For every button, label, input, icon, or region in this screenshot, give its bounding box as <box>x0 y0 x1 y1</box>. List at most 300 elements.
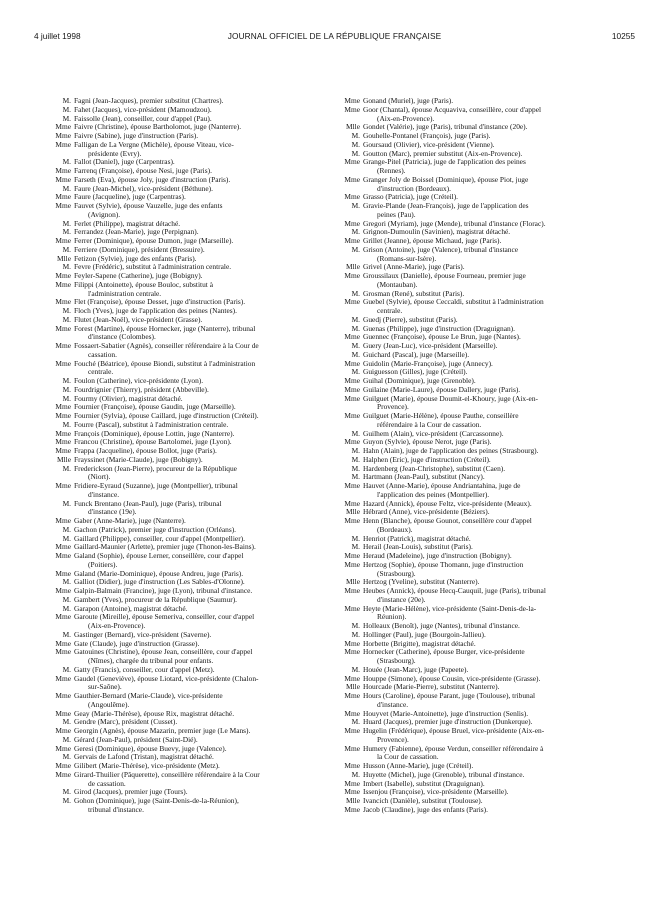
entry-text: Gohon (Dominique), juge (Saint-Denis-de-la-Réunion), <box>74 797 239 805</box>
list-item <box>52 141 331 159</box>
honorific: M. <box>62 788 71 797</box>
entry-text: Grivel (Anne-Marie), juge (Paris). <box>363 263 465 272</box>
honorific: Mme <box>55 744 71 753</box>
entry-text: Faissolle (Jean), conseiller, cour d'appel (Pau). <box>74 114 212 123</box>
entry-continuation: d'instance (20e). <box>377 595 426 604</box>
honorific: M. <box>351 350 360 359</box>
list-item <box>52 482 331 500</box>
list-item <box>52 718 331 727</box>
list-item <box>52 307 331 316</box>
list-item <box>341 246 620 264</box>
honorific: M. <box>62 245 71 254</box>
list-item <box>52 526 331 535</box>
list-item <box>341 447 620 456</box>
honorific: M. <box>351 464 360 473</box>
honorific: Mme <box>344 639 360 648</box>
entry-text: Goor (Chantal), épouse Acquaviva, conseillère, cour d'appel <box>363 105 542 114</box>
list-item <box>52 386 331 395</box>
entry-continuation: la Cour de cassation. <box>377 753 439 762</box>
honorific: M. <box>62 105 71 114</box>
honorific: M. <box>351 543 360 552</box>
entry-text: Hugelin (Frédérique), épouse Bruel, vice-présidente (Aix-en- <box>363 727 545 735</box>
page-header <box>34 31 635 43</box>
honorific: Mme <box>55 167 71 175</box>
honorific: M. <box>351 140 360 149</box>
entry-text: Huyette (Michel), juge (Grenoble), tribunal d'instance. <box>363 770 525 779</box>
entry-text: Grasso (Patricia), juge (Créteil). <box>363 193 459 202</box>
list-item <box>52 176 331 185</box>
entry-text: Galliot (Didier), juge d'instruction (Les Sables-d'Olonne). <box>74 578 245 587</box>
entry-text: Fauvet (Sylvie), épouse Vauzelle, juge des enfants <box>74 202 223 210</box>
honorific: Mme <box>55 692 71 700</box>
honorific: M. <box>351 342 360 350</box>
honorific: Mme <box>344 359 360 368</box>
entry-continuation: (Romans-sur-Isère). <box>377 254 437 263</box>
entry-continuation: (Poitiers). <box>88 560 118 569</box>
entry-text: Guilaine (Marie-Laure), épouse Dallery, juge (Paris). <box>363 385 521 394</box>
honorific: Mme <box>55 359 71 368</box>
list-item <box>341 150 620 159</box>
list-item <box>341 806 620 815</box>
honorific: M. <box>62 464 71 473</box>
entry-text: Gravie-Plande (Jean-François), juge de l'application des <box>363 202 529 210</box>
entry-text: Gate (Claude), juge d'instruction (Grasse). <box>74 639 200 648</box>
entry-text: Huard (Jacques), premier juge d'instruction (Dunkerque). <box>363 718 533 727</box>
list-item <box>341 290 620 299</box>
list-item <box>52 692 331 710</box>
list-item <box>341 193 620 202</box>
entry-text: Imbert (Isabelle), substitut (Draguignan). <box>363 779 485 788</box>
list-item <box>52 193 331 202</box>
honorific: Mme <box>55 552 71 560</box>
entry-continuation: (Aix-en-Provence). <box>88 622 146 630</box>
list-item <box>341 473 620 482</box>
honorific: M. <box>62 315 71 324</box>
entry-text: Fourmy (Olivier), magistrat détaché. <box>74 394 183 403</box>
list-item <box>52 298 331 307</box>
entry-continuation: de cassation. <box>88 779 126 788</box>
honorific: Mme <box>55 272 71 280</box>
honorific: M. <box>351 770 360 779</box>
entry-continuation: d'instance (19e). <box>88 508 137 517</box>
honorific: M. <box>62 735 71 744</box>
honorific: M. <box>351 228 360 237</box>
honorific: Mme <box>55 639 71 648</box>
list-item <box>341 97 620 106</box>
list-item <box>52 237 331 246</box>
honorific: Mlle <box>346 263 360 272</box>
honorific: Mme <box>344 97 360 105</box>
entry-text: Gondet (Valérie), juge (Paris), tribunal d'instance (20e). <box>363 123 528 132</box>
honorific: M. <box>62 578 71 587</box>
entry-text: Fouché (Béatrice), épouse Biondi, substitut à l'administration <box>74 359 256 368</box>
list-item <box>341 710 620 719</box>
list-item <box>341 605 620 623</box>
list-item <box>341 272 620 290</box>
entry-text: Faure (Jean-Michel), vice-président (Béthune). <box>74 184 213 193</box>
entry-text: Guenas (Philippe), juge d'instruction (Draguignan). <box>363 324 515 333</box>
list-item <box>52 762 331 771</box>
list-item <box>52 596 331 605</box>
entry-text: Garapon (Antoine), magistrat détaché. <box>74 604 188 613</box>
entry-text: Foulon (Catherine), vice-présidente (Lyon). <box>74 377 204 385</box>
entry-text: Girod (Jacques), premier juge (Tours). <box>74 788 188 797</box>
honorific: Mme <box>55 280 71 289</box>
entry-text: Grange-Pitel (Patricia), juge de l'application des peines <box>363 158 526 167</box>
entry-continuation: (Strasbourg). <box>377 569 416 578</box>
list-item <box>341 123 620 132</box>
honorific: Mme <box>55 429 71 438</box>
list-item <box>52 578 331 587</box>
entry-text: Hornecker (Catherine), épouse Burger, vice-présidente <box>363 648 525 657</box>
entry-text: Fournier (Françoise), épouse Gaudin, juge (Marseille). <box>74 403 236 412</box>
entry-continuation: (Bordeaux). <box>377 525 413 534</box>
list-item <box>341 360 620 369</box>
page-number: 10255 <box>611 31 635 41</box>
honorific: M. <box>62 114 71 123</box>
entry-text: Husson (Anne-Marie), juge (Créteil). <box>363 762 474 770</box>
honorific: M. <box>351 149 360 158</box>
publication-date: 4 juillet 1998 <box>34 31 81 41</box>
entry-text: Groussilaux (Danielle), épouse Fourneau, premier juge <box>363 272 526 280</box>
honorific: Mme <box>55 132 71 140</box>
list-item <box>341 508 620 517</box>
honorific: Mme <box>55 175 71 184</box>
honorific: Mme <box>344 193 360 202</box>
list-item <box>341 535 620 544</box>
entry-text: Gregori (Myriam), juge (Mende), tribunal d'instance (Florac). <box>363 219 546 228</box>
list-item <box>341 395 620 413</box>
entry-text: Houée (Jean-Marc), juge (Papeete). <box>363 665 469 674</box>
honorific: M. <box>351 718 360 727</box>
honorific: Mme <box>344 604 360 613</box>
honorific: M. <box>62 753 71 762</box>
entry-text: Gachon (Patrick), premier juge d'instruction (Orléans). <box>74 525 237 534</box>
entry-continuation: présidente (Evry). <box>88 149 142 158</box>
honorific: Mme <box>55 770 71 779</box>
list-item <box>52 316 331 325</box>
entry-text: Guedj (Pierre), substitut (Paris). <box>363 315 458 324</box>
list-item <box>52 395 331 404</box>
entry-text: Guichard (Pascal), juge (Marseille). <box>363 350 470 359</box>
list-item <box>341 780 620 789</box>
list-item <box>52 753 331 762</box>
entry-text: Hazard (Annick), épouse Feltz, vice-présidente (Meaux). <box>363 499 532 508</box>
list-item <box>341 631 620 640</box>
list-item <box>341 666 620 675</box>
honorific: M. <box>62 184 71 193</box>
honorific: Mme <box>344 158 360 167</box>
honorific: M. <box>351 429 360 438</box>
honorific: Mme <box>344 788 360 797</box>
list-item <box>341 640 620 649</box>
list-item <box>52 543 331 552</box>
list-item <box>52 788 331 797</box>
list-item <box>341 325 620 334</box>
entry-text: Georgin (Agnès), épouse Mazarin, premier juge (Le Mans). <box>74 727 251 735</box>
honorific: Mme <box>344 709 360 718</box>
entry-text: Hollinger (Paul), juge (Bourgoin-Jallieu). <box>363 630 486 639</box>
list-item <box>52 710 331 719</box>
honorific: Mme <box>344 552 360 560</box>
list-item <box>341 438 620 447</box>
honorific: M. <box>62 307 71 315</box>
list-item <box>52 613 331 631</box>
entry-text: François (Dominique), épouse Lottin, juge (Nanterre). <box>74 429 235 438</box>
list-item <box>341 797 620 806</box>
list-item <box>52 246 331 255</box>
honorific: M. <box>351 473 360 482</box>
honorific: M. <box>351 622 360 630</box>
entry-text: Gaber (Anne-Marie), juge (Nanterre). <box>74 517 186 525</box>
entry-text: Frappa (Jacqueline), épouse Bollot, juge (Paris). <box>74 447 217 455</box>
entry-text: Gérard (Jean-Paul), président (Saint-Dié). <box>74 735 198 744</box>
honorific: M. <box>62 158 71 167</box>
entry-text: Hourcade (Marie-Pierre), substitut (Nanterre). <box>363 683 500 692</box>
list-item <box>52 158 331 167</box>
list-item <box>52 745 331 754</box>
list-item <box>52 360 331 378</box>
entry-text: Garoute (Mireille), épouse Semeriva, conseiller, cour d'appel <box>74 613 255 622</box>
entry-continuation: cassation. <box>88 350 117 359</box>
honorific: Mme <box>344 560 360 569</box>
honorific: Mme <box>344 377 360 385</box>
list-item <box>52 605 331 614</box>
entry-text: Faivre (Christine), épouse Bartholomot, juge (Nanterre). <box>74 123 242 132</box>
entry-text: Ferlet (Philippe), magistrat détaché. <box>74 219 181 228</box>
list-item <box>341 543 620 552</box>
entry-continuation: (Niort). <box>88 473 111 482</box>
list-item <box>52 552 331 570</box>
entry-continuation: (Strasbourg). <box>377 657 416 665</box>
entry-text: Goursaud (Olivier), vice-président (Vienne). <box>363 140 495 149</box>
entry-text: Guery (Jean-Luc), vice-président (Marseille). <box>363 342 498 350</box>
honorific: Mme <box>55 543 71 552</box>
honorific: M. <box>351 202 360 210</box>
list-item <box>52 771 331 789</box>
entry-continuation: l'application des peines (Montpellier). <box>377 490 490 499</box>
list-item <box>341 692 620 710</box>
entry-text: Guilguet (Marie-Hélène), épouse Pauthe, conseillère <box>363 412 519 420</box>
entry-text: Geresi (Dominique), épouse Buevy, juge (Valence). <box>74 744 227 753</box>
honorific: Mme <box>55 674 71 683</box>
list-item <box>52 228 331 237</box>
honorific: Mme <box>55 298 71 307</box>
list-item <box>341 727 620 745</box>
entry-text: Hertzog (Sophie), épouse Thomann, juge d'instruction <box>363 560 524 569</box>
honorific: Mme <box>55 569 71 578</box>
honorific: Mlle <box>346 683 360 692</box>
list-item <box>341 622 620 631</box>
list-item <box>52 185 331 194</box>
entry-text: Houyvet (Marie-Antoinette), juge d'instruction (Senlis). <box>363 709 529 718</box>
entry-continuation: (Montauban). <box>377 280 418 289</box>
entry-text: Hertzog (Yveline), substitut (Nanterre). <box>363 578 480 587</box>
honorific: Mme <box>344 237 360 245</box>
honorific: M. <box>62 665 71 674</box>
list-item <box>52 412 331 421</box>
list-item <box>52 115 331 124</box>
honorific: Mme <box>344 175 360 184</box>
entry-continuation: (Aix-en-Provence). <box>377 114 435 123</box>
entry-text: Hahn (Alain), juge de l'application des peines (Strasbourg). <box>363 447 539 455</box>
entry-text: Ferrandez (Jean-Marie), juge (Perpignan). <box>74 228 199 237</box>
list-item <box>52 456 331 465</box>
entry-text: Guidolin (Marie-Françoise), juge (Annecy). <box>363 359 493 368</box>
list-item <box>52 202 331 220</box>
entry-text: Gaillard-Maunier (Arlette), premier juge (Thonon-les-Bains). <box>74 543 256 552</box>
list-item <box>341 158 620 176</box>
list-item <box>341 718 620 727</box>
honorific: Mme <box>55 648 71 657</box>
honorific: M. <box>351 245 360 254</box>
list-item <box>341 141 620 150</box>
honorific: Mme <box>344 438 360 447</box>
entry-text: Henriot (Patrick), magistrat détaché. <box>363 534 471 543</box>
entry-text: Jacob (Claudine), juge des enfants (Paris). <box>363 805 488 814</box>
entry-text: Guiguesson (Gilles), juge (Créteil). <box>363 368 468 377</box>
entry-text: Gastinger (Bernard), vice-président (Saverne). <box>74 630 212 639</box>
list-item <box>52 648 331 666</box>
entry-text: Farseth (Eva), épouse Joly, juge d'instruction (Paris). <box>74 175 231 184</box>
honorific: Mlle <box>346 508 360 517</box>
honorific: M. <box>62 604 71 613</box>
list-item <box>341 263 620 272</box>
entry-text: Fourdrignier (Thierry), président (Abbeville). <box>74 385 209 394</box>
list-item <box>341 762 620 771</box>
honorific: Mme <box>55 403 71 412</box>
entry-continuation: référendaire à la Cour de cassation. <box>377 420 482 429</box>
entry-text: Goutton (Marc), premier substitut (Aix-en-Provence). <box>363 149 523 158</box>
list-item <box>52 587 331 596</box>
honorific: Mme <box>344 272 360 280</box>
honorific: M. <box>62 97 71 105</box>
entry-continuation: tribunal d'instance. <box>88 805 144 814</box>
list-item <box>341 482 620 500</box>
entry-continuation: d'instance. <box>88 490 120 499</box>
entry-text: Heyte (Marie-Hélène), vice-présidente (Saint-Denis-de-la- <box>363 604 537 613</box>
honorific: Mme <box>344 744 360 753</box>
list-item <box>341 412 620 430</box>
list-item <box>341 333 620 342</box>
entry-text: Hébrard (Anne), vice-présidente (Béziers). <box>363 508 490 517</box>
list-item <box>52 797 331 815</box>
list-item <box>52 97 331 106</box>
honorific: M. <box>62 394 71 403</box>
honorific: Mme <box>55 193 71 202</box>
honorific: Mme <box>55 447 71 455</box>
list-item <box>341 106 620 124</box>
entry-text: Galpin-Balmain (Francine), juge (Lyon), tribunal d'instance. <box>74 587 253 595</box>
entry-text: Guebel (Sylvie), épouse Ceccaldi, substitut à l'administration <box>363 298 544 307</box>
entry-continuation: Provence). <box>377 735 409 744</box>
list-item <box>341 675 620 684</box>
entry-continuation: centrale. <box>377 307 403 315</box>
honorific: M. <box>351 315 360 324</box>
list-item <box>52 263 331 272</box>
honorific: Mme <box>344 219 360 228</box>
honorific: Mme <box>55 412 71 420</box>
entry-continuation: (Angoulême). <box>88 700 130 709</box>
list-item <box>341 517 620 535</box>
list-item <box>341 745 620 763</box>
honorific: Mlle <box>57 254 71 263</box>
honorific: M. <box>62 385 71 394</box>
entry-text: Galand (Sophie), épouse Lerner, conseillère, cour d'appel <box>74 552 244 560</box>
list-item <box>52 736 331 745</box>
honorific: M. <box>62 228 71 237</box>
honorific: Mme <box>344 805 360 814</box>
list-item <box>52 132 331 141</box>
list-item <box>52 430 331 439</box>
entry-text: Gonand (Muriel), juge (Paris). <box>363 97 454 105</box>
entry-text: Girard-Thuilier (Pâquerette), conseillère référendaire à la Cour <box>74 770 260 779</box>
entry-text: Houppe (Simone), épouse Cousin, vice-présidente (Grasse). <box>363 674 541 683</box>
left-column <box>52 97 331 815</box>
entry-text: Fossaert-Sabatier (Agnès), conseiller référendaire à la Cour de <box>74 342 259 350</box>
list-item <box>52 570 331 579</box>
honorific: Mme <box>344 105 360 114</box>
list-item <box>341 430 620 439</box>
honorific: M. <box>62 377 71 385</box>
entry-text: Geay (Marie-Thérèse), épouse Rix, magistrat détaché. <box>74 709 235 718</box>
entry-text: Heubes (Annick), épouse Hecq-Cauquil, juge (Paris), tribunal <box>363 587 546 595</box>
list-item <box>52 666 331 675</box>
entry-text: Filippi (Antoinette), épouse Bouloc, substitut à <box>74 280 213 289</box>
honorific: Mme <box>55 438 71 447</box>
list-item <box>341 377 620 386</box>
entry-continuation: (Rennes). <box>377 167 406 175</box>
entry-text: Guennec (Françoise), épouse Le Brun, juge (Nantes). <box>363 333 521 342</box>
list-item <box>52 675 331 693</box>
list-item <box>52 421 331 430</box>
list-item <box>52 640 331 649</box>
entry-text: Feyler-Sapene (Catherine), juge (Bobigny). <box>74 272 203 280</box>
entry-text: Funck Brentano (Jean-Paul), juge (Paris), tribunal <box>74 499 222 508</box>
list-item <box>52 167 331 176</box>
entry-continuation: centrale. <box>88 368 114 377</box>
honorific: Mme <box>344 648 360 657</box>
entry-text: Fallot (Daniel), juge (Carpentras). <box>74 158 175 167</box>
list-item <box>52 272 331 281</box>
honorific: Mme <box>55 140 71 149</box>
honorific: M. <box>62 499 71 508</box>
honorific: M. <box>62 263 71 272</box>
entry-text: Fournier (Sylvia), épouse Caillard, juge d'instruction (Créteil). <box>74 412 259 420</box>
entry-text: Grison (Antoine), juge (Valence), tribunal d'instance <box>363 245 519 254</box>
entry-text: Gilibert (Marie-Thérèse), vice-présidente (Metz). <box>74 762 220 770</box>
list-item <box>341 587 620 605</box>
honorific: M. <box>62 219 71 228</box>
journal-title: JOURNAL OFFICIEL DE LA RÉPUBLIQUE FRANÇAISE <box>227 31 442 41</box>
honorific: Mme <box>55 709 71 718</box>
list-item <box>341 132 620 141</box>
list-item <box>52 255 331 264</box>
entry-text: Henn (Blanche), épouse Gounot, conseillère cour d'appel <box>363 517 532 525</box>
entry-text: Guilguet (Marie), épouse Doumit-el-Khoury, juge (Aix-en- <box>363 394 538 403</box>
honorific: Mme <box>55 517 71 525</box>
entry-text: Frederickson (Jean-Pierre), procureur de la République <box>74 464 237 473</box>
list-item <box>52 500 331 518</box>
entry-text: Ivancich (Danièle), substitut (Toulouse). <box>363 797 483 805</box>
list-item <box>341 648 620 666</box>
entry-text: Guihal (Dominique), juge (Grenoble). <box>363 377 476 385</box>
entry-text: Granger Joly de Boissel (Dominique), épouse Piot, juge <box>363 175 529 184</box>
entry-text: Gouhelle-Pontanel (François), juge (Paris). <box>363 132 491 140</box>
honorific: Mme <box>344 412 360 420</box>
entry-text: Fourre (Pascal), substitut à l'administration centrale. <box>74 420 229 429</box>
entry-text: Flutet (Jean-Noël), vice-président (Grasse). <box>74 315 203 324</box>
